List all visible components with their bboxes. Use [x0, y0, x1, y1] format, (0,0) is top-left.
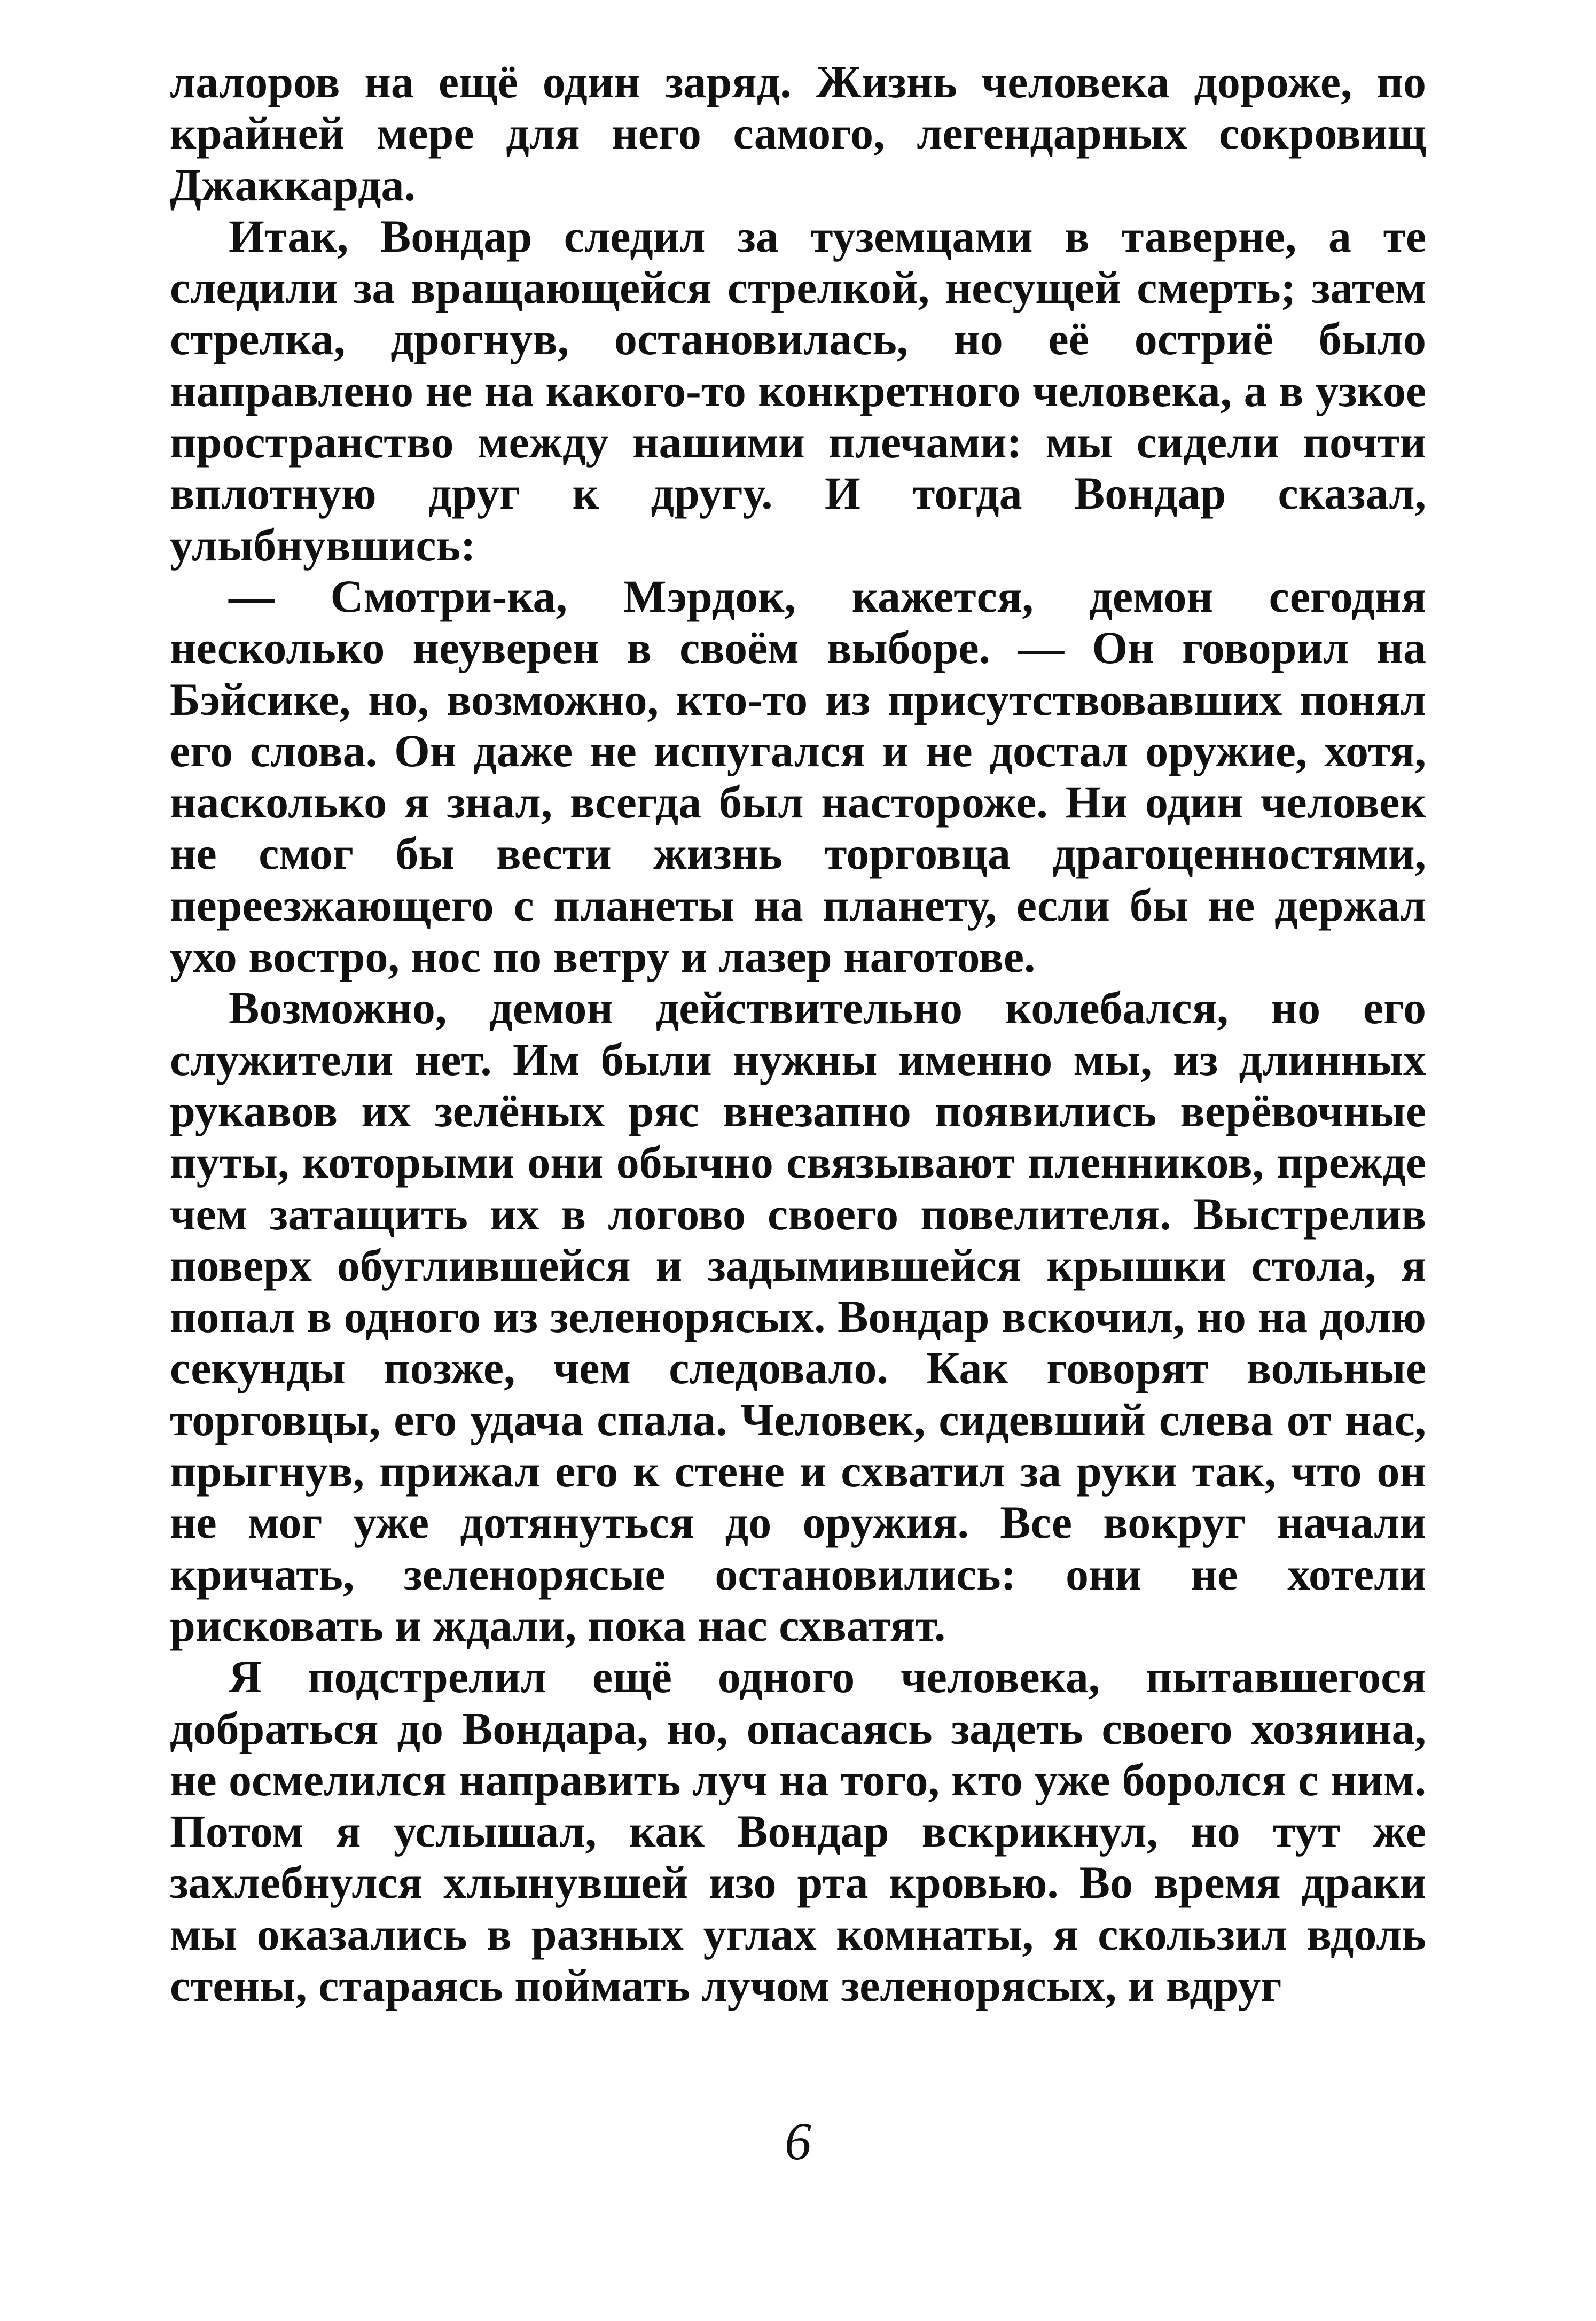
paragraph-4: Возможно, демон действительно колебался, но его служители нет. Им были нужны именно мы, из длинных рукавов их зелёных ряс внезапно появились верёвочные путы, которыми они обычно связывают пленников, прежде чем затащить их в логово своего повелителя. Выстрелив поверх обуглившейся и задымившейся крышки стола, я попал в одного из зеленорясых. Вондар вскочил, но на долю секунды позже, чем следовало. Как говорят вольные торговцы, его удача спала. Человек, сидевший слева от нас, прыгнув, прижал его к стене и схватил за руки так, что он не мог уже дотянуться до оружия. Все вокруг начали кричать, зеленорясые остановились: они не хотели рисковать и ждали, пока нас схватят. — [170, 982, 1426, 1651]
paragraph-5: Я подстрелил ещё одного человека, пытавшегося добраться до Вондара, но, опасаясь задеть своего хозяина, не осмелился направить луч на того, кто уже боролся с ним. Потом я услышал, как Вондар вскрикнул, но тут же захлебнулся хлынувшей изо рта кровью. Во время драки мы оказались в разных углах комнаты, я скользил вдоль стены, стараясь поймать лучом зеленорясых, и вдруг — [170, 1651, 1426, 2011]
paragraph-3: — Смотри-ка, Мэрдок, кажется, демон сегодня несколько неуверен в своём выборе. — Он говорил на Бэйсике, но, возможно, кто-то из присутствовавших понял его слова. Он даже не испугался и не достал оружие, хотя, насколько я знал, всегда был настороже. Ни один человек не смог бы вести жизнь торговца драгоценностями, переезжающего с планеты на планету, если бы не держал ухо востро, нос по ветру и лазер наготове. — [170, 570, 1426, 983]
paragraph-2: Итак, Вондар следил за туземцами в таверне, а те следили за вращающейся стрелкой, несущей смерть; затем стрелка, дрогнув, остановилась, но её остриё было направлено не на какого-то конкретного человека, а в узкое пространство между нашими плечами: мы сидели почти вплотную друг к другу. И тогда Вондар сказал, улыбнувшись: — [170, 210, 1426, 571]
page-text — [170, 56, 1426, 2011]
paragraph-1: лалоров на ещё один заряд. Жизнь человека дороже, по крайней мере для него самого, легендарных сокровищ Джаккарда. — [170, 56, 1426, 211]
page-number: 6 — [785, 2112, 811, 2171]
